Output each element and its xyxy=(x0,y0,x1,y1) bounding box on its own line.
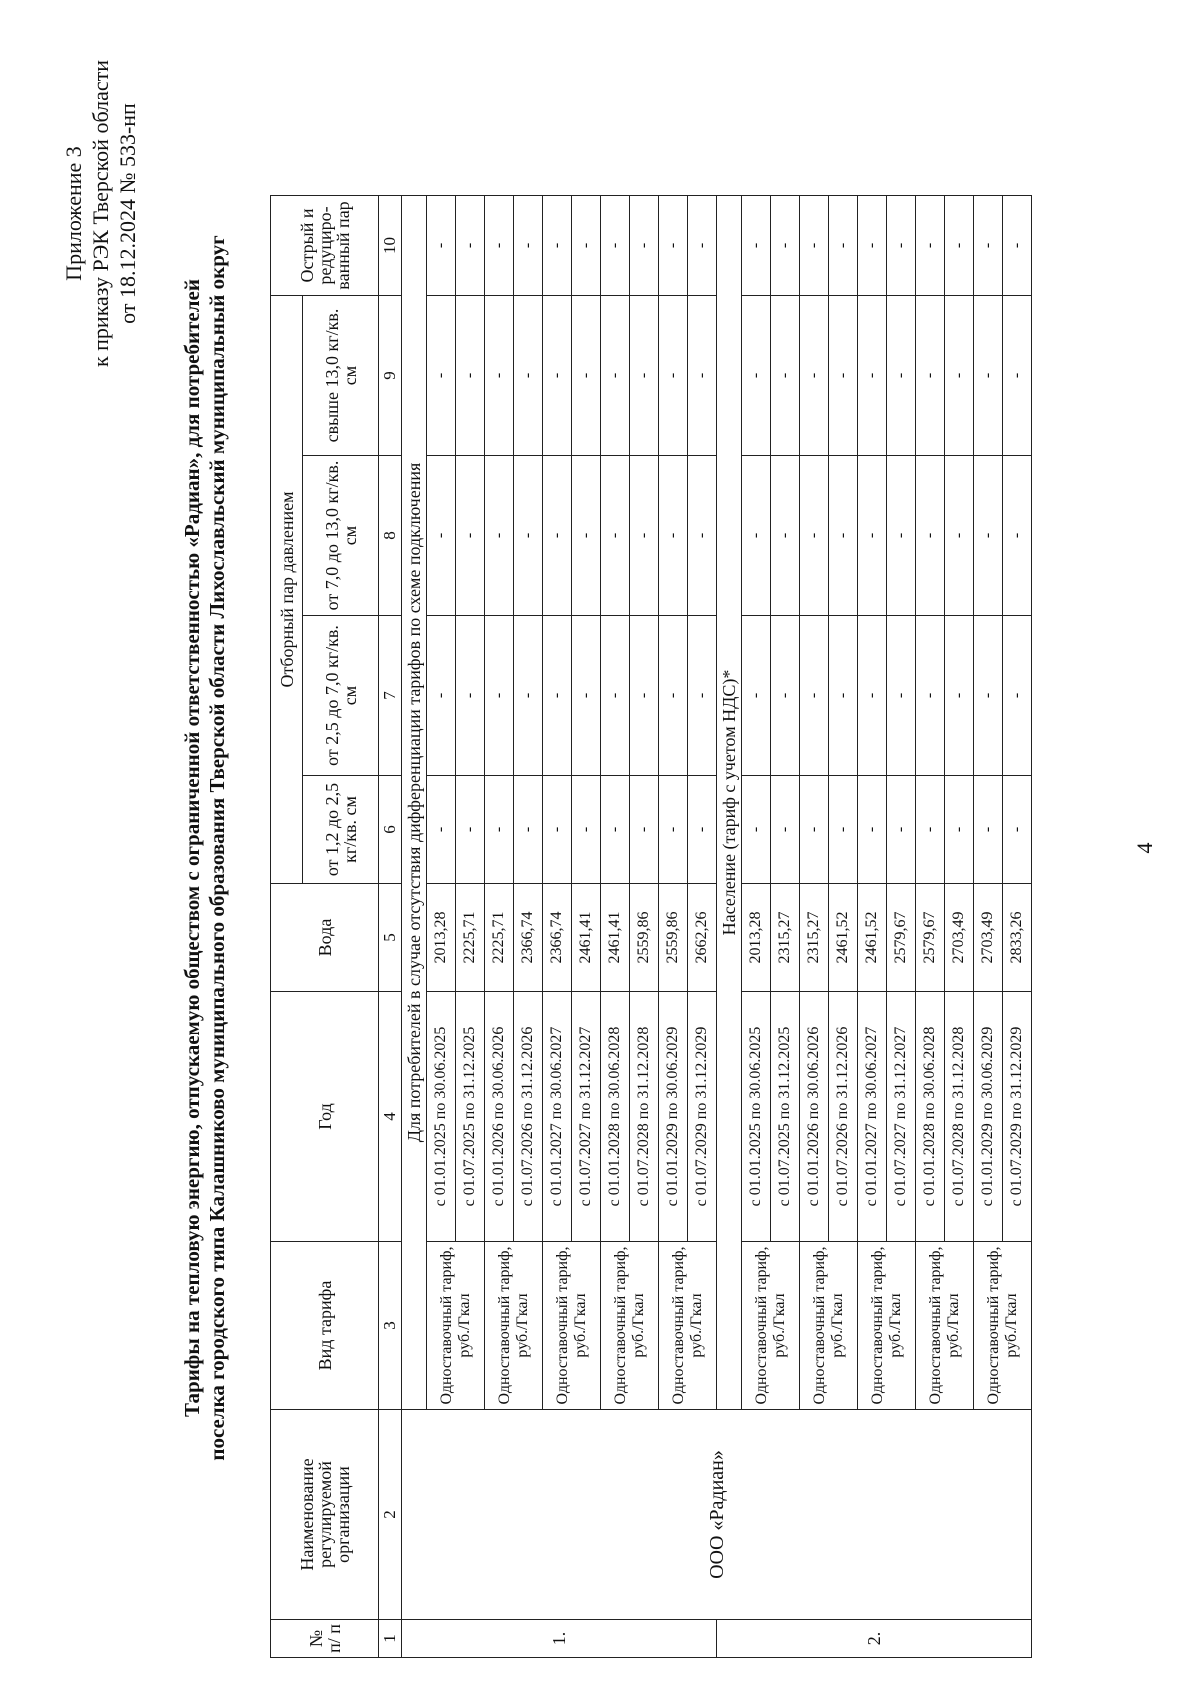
empty-tariff-cell: - xyxy=(572,296,601,456)
section-title: Для потребителей в случае отсутствия дифференциации тарифов по схеме подключения xyxy=(402,196,427,1410)
col-header-steam-group: Отборный пар давлением xyxy=(271,296,303,884)
col-header-no: № п/ п xyxy=(271,1620,379,1658)
col-header-steam-2: от 2,5 до 7,0 кг/кв. см xyxy=(303,616,379,776)
section-index: 2. xyxy=(717,1620,1032,1658)
period-cell: с 01.01.2025 по 30.06.2025 xyxy=(742,992,771,1242)
column-numbers-row xyxy=(379,196,402,1658)
empty-tariff-cell: - xyxy=(829,776,858,884)
water-tariff-cell: 2703,49 xyxy=(945,884,974,992)
water-tariff-cell: 2662,26 xyxy=(688,884,717,992)
column-number: 8 xyxy=(379,456,402,616)
tariff-kind: Одноставочный тариф, руб./Гкал xyxy=(601,1242,659,1410)
water-tariff-cell: 2225,71 xyxy=(456,884,485,992)
empty-tariff-cell: - xyxy=(427,196,456,296)
tariff-kind: Одноставочный тариф, руб./Гкал xyxy=(800,1242,858,1410)
empty-tariff-cell: - xyxy=(945,296,974,456)
empty-tariff-cell: - xyxy=(1003,296,1032,456)
empty-tariff-cell: - xyxy=(688,196,717,296)
water-tariff-cell: 2579,67 xyxy=(916,884,945,992)
water-tariff-cell: 2579,67 xyxy=(887,884,916,992)
empty-tariff-cell: - xyxy=(630,456,659,616)
empty-tariff-cell: - xyxy=(427,616,456,776)
empty-tariff-cell: - xyxy=(974,196,1003,296)
empty-tariff-cell: - xyxy=(427,456,456,616)
water-tariff-cell: 2366,74 xyxy=(514,884,543,992)
tariff-kind: Одноставочный тариф, руб./Гкал xyxy=(916,1242,974,1410)
section-index: 1. xyxy=(402,1620,717,1658)
empty-tariff-cell: - xyxy=(543,196,572,296)
column-number: 5 xyxy=(379,884,402,992)
empty-tariff-cell: - xyxy=(485,616,514,776)
empty-tariff-cell: - xyxy=(1003,196,1032,296)
empty-tariff-cell: - xyxy=(771,296,800,456)
column-number: 7 xyxy=(379,616,402,776)
empty-tariff-cell: - xyxy=(601,296,630,456)
period-cell: с 01.07.2025 по 31.12.2025 xyxy=(771,992,800,1242)
empty-tariff-cell: - xyxy=(742,616,771,776)
empty-tariff-cell: - xyxy=(456,776,485,884)
empty-tariff-cell: - xyxy=(858,196,887,296)
empty-tariff-cell: - xyxy=(829,296,858,456)
period-cell: с 01.07.2026 по 31.12.2026 xyxy=(829,992,858,1242)
empty-tariff-cell: - xyxy=(485,776,514,884)
empty-tariff-cell: - xyxy=(427,776,456,884)
period-cell: с 01.07.2026 по 31.12.2026 xyxy=(514,992,543,1242)
water-tariff-cell: 2366,74 xyxy=(543,884,572,992)
empty-tariff-cell: - xyxy=(887,456,916,616)
empty-tariff-cell: - xyxy=(974,776,1003,884)
empty-tariff-cell: - xyxy=(514,196,543,296)
empty-tariff-cell: - xyxy=(800,776,829,884)
period-cell: с 01.01.2028 по 30.06.2028 xyxy=(916,992,945,1242)
col-header-sharp-steam: Острый и редуциро-ванный пар xyxy=(271,196,379,296)
empty-tariff-cell: - xyxy=(456,196,485,296)
empty-tariff-cell: - xyxy=(974,456,1003,616)
column-number: 9 xyxy=(379,296,402,456)
water-tariff-cell: 2559,86 xyxy=(630,884,659,992)
empty-tariff-cell: - xyxy=(688,296,717,456)
empty-tariff-cell: - xyxy=(742,296,771,456)
empty-tariff-cell: - xyxy=(630,776,659,884)
empty-tariff-cell: - xyxy=(485,456,514,616)
empty-tariff-cell: - xyxy=(771,196,800,296)
empty-tariff-cell: - xyxy=(659,196,688,296)
column-number: 3 xyxy=(379,1242,402,1410)
empty-tariff-cell: - xyxy=(1003,456,1032,616)
period-cell: с 01.07.2027 по 31.12.2027 xyxy=(887,992,916,1242)
empty-tariff-cell: - xyxy=(742,456,771,616)
tariff-kind: Одноставочный тариф, руб./Гкал xyxy=(742,1242,800,1410)
empty-tariff-cell: - xyxy=(916,296,945,456)
empty-tariff-cell: - xyxy=(800,616,829,776)
empty-tariff-cell: - xyxy=(887,776,916,884)
period-cell: с 01.01.2026 по 30.06.2026 xyxy=(485,992,514,1242)
water-tariff-cell: 2461,41 xyxy=(572,884,601,992)
empty-tariff-cell: - xyxy=(456,296,485,456)
empty-tariff-cell: - xyxy=(688,616,717,776)
empty-tariff-cell: - xyxy=(945,196,974,296)
page-number: 4 xyxy=(1132,842,1157,854)
col-header-steam-1: от 1,2 до 2,5 кг/кв. см xyxy=(303,776,379,884)
empty-tariff-cell: - xyxy=(485,196,514,296)
empty-tariff-cell: - xyxy=(829,616,858,776)
empty-tariff-cell: - xyxy=(601,616,630,776)
empty-tariff-cell: - xyxy=(543,296,572,456)
empty-tariff-cell: - xyxy=(742,776,771,884)
period-cell: с 01.01.2026 по 30.06.2026 xyxy=(800,992,829,1242)
empty-tariff-cell: - xyxy=(858,456,887,616)
empty-tariff-cell: - xyxy=(887,296,916,456)
empty-tariff-cell: - xyxy=(858,616,887,776)
period-cell: с 01.01.2025 по 30.06.2025 xyxy=(427,992,456,1242)
empty-tariff-cell: - xyxy=(514,776,543,884)
empty-tariff-cell: - xyxy=(858,296,887,456)
heading-line-1: Тарифы на тепловую энергию, отпускаемую обществом с ограниченной ответственностью «Радиан», для потребителей xyxy=(180,279,204,1417)
col-header-year: Год xyxy=(271,992,379,1242)
col-header-org: Наименование регулируемой организации xyxy=(271,1410,379,1620)
col-header-kind: Вид тарифа xyxy=(271,1242,379,1410)
empty-tariff-cell: - xyxy=(1003,776,1032,884)
empty-tariff-cell: - xyxy=(800,196,829,296)
water-tariff-cell: 2461,52 xyxy=(858,884,887,992)
water-tariff-cell: 2461,41 xyxy=(601,884,630,992)
water-tariff-cell: 2013,28 xyxy=(427,884,456,992)
empty-tariff-cell: - xyxy=(427,296,456,456)
period-cell: с 01.07.2029 по 31.12.2029 xyxy=(688,992,717,1242)
empty-tariff-cell: - xyxy=(659,616,688,776)
col-header-steam-3: от 7,0 до 13,0 кг/кв. см xyxy=(303,456,379,616)
water-tariff-cell: 2225,71 xyxy=(485,884,514,992)
water-tariff-cell: 2315,27 xyxy=(800,884,829,992)
empty-tariff-cell: - xyxy=(800,456,829,616)
empty-tariff-cell: - xyxy=(771,776,800,884)
organization-name: ООО «Радиан» xyxy=(402,1410,1032,1620)
empty-tariff-cell: - xyxy=(456,456,485,616)
empty-tariff-cell: - xyxy=(829,196,858,296)
column-number: 2 xyxy=(379,1410,402,1620)
empty-tariff-cell: - xyxy=(945,776,974,884)
tariff-kind: Одноставочный тариф, руб./Гкал xyxy=(485,1242,543,1410)
tariff-table xyxy=(270,195,1032,1658)
period-cell: с 01.01.2027 по 30.06.2027 xyxy=(543,992,572,1242)
period-cell: с 01.07.2027 по 31.12.2027 xyxy=(572,992,601,1242)
empty-tariff-cell: - xyxy=(630,616,659,776)
period-cell: с 01.01.2029 по 30.06.2029 xyxy=(659,992,688,1242)
appendix-line-1: Приложение 3 xyxy=(61,146,86,281)
empty-tariff-cell: - xyxy=(601,456,630,616)
empty-tariff-cell: - xyxy=(485,296,514,456)
appendix-line-2: к приказу РЭК Тверской области xyxy=(88,60,113,368)
tariff-kind: Одноставочный тариф, руб./Гкал xyxy=(543,1242,601,1410)
empty-tariff-cell: - xyxy=(916,196,945,296)
empty-tariff-cell: - xyxy=(858,776,887,884)
empty-tariff-cell: - xyxy=(601,776,630,884)
appendix-block xyxy=(60,60,141,367)
empty-tariff-cell: - xyxy=(945,616,974,776)
period-cell: с 01.07.2025 по 31.12.2025 xyxy=(456,992,485,1242)
tariff-kind: Одноставочный тариф, руб./Гкал xyxy=(659,1242,717,1410)
period-cell: с 01.01.2029 по 30.06.2029 xyxy=(974,992,1003,1242)
empty-tariff-cell: - xyxy=(514,296,543,456)
water-tariff-cell: 2703,49 xyxy=(974,884,1003,992)
appendix-line-3: от 18.12.2024 № 533-нп xyxy=(115,103,140,324)
col-header-steam-4: свыше 13,0 кг/кв. см xyxy=(303,296,379,456)
empty-tariff-cell: - xyxy=(771,616,800,776)
column-number: 4 xyxy=(379,992,402,1242)
column-number: 1 xyxy=(379,1620,402,1658)
empty-tariff-cell: - xyxy=(829,456,858,616)
empty-tariff-cell: - xyxy=(572,616,601,776)
water-tariff-cell: 2013,28 xyxy=(742,884,771,992)
empty-tariff-cell: - xyxy=(887,616,916,776)
period-cell: с 01.07.2028 по 31.12.2028 xyxy=(630,992,659,1242)
empty-tariff-cell: - xyxy=(688,776,717,884)
period-cell: с 01.01.2028 по 30.06.2028 xyxy=(601,992,630,1242)
period-cell: с 01.01.2027 по 30.06.2027 xyxy=(858,992,887,1242)
water-tariff-cell: 2315,27 xyxy=(771,884,800,992)
empty-tariff-cell: - xyxy=(514,616,543,776)
empty-tariff-cell: - xyxy=(916,776,945,884)
tariff-kind: Одноставочный тариф, руб./Гкал xyxy=(858,1242,916,1410)
empty-tariff-cell: - xyxy=(659,776,688,884)
water-tariff-cell: 2559,86 xyxy=(659,884,688,992)
water-tariff-cell: 2461,52 xyxy=(829,884,858,992)
empty-tariff-cell: - xyxy=(543,456,572,616)
column-number: 6 xyxy=(379,776,402,884)
empty-tariff-cell: - xyxy=(659,296,688,456)
section-title-row xyxy=(402,196,427,1658)
empty-tariff-cell: - xyxy=(601,196,630,296)
period-cell: с 01.07.2029 по 31.12.2029 xyxy=(1003,992,1032,1242)
col-header-water: Вода xyxy=(271,884,379,992)
empty-tariff-cell: - xyxy=(945,456,974,616)
empty-tariff-cell: - xyxy=(688,456,717,616)
column-number: 10 xyxy=(379,196,402,296)
empty-tariff-cell: - xyxy=(630,296,659,456)
period-cell: с 01.07.2028 по 31.12.2028 xyxy=(945,992,974,1242)
empty-tariff-cell: - xyxy=(974,296,1003,456)
heading-line-2: поселка городского типа Калашниково муниципального образования Тверской области Лихославльский муниципальный округ xyxy=(205,235,229,1461)
empty-tariff-cell: - xyxy=(974,616,1003,776)
empty-tariff-cell: - xyxy=(771,456,800,616)
section-title: Население (тариф с учетом НДС)* xyxy=(717,196,742,1410)
empty-tariff-cell: - xyxy=(916,456,945,616)
empty-tariff-cell: - xyxy=(572,196,601,296)
tariff-kind: Одноставочный тариф, руб./Гкал xyxy=(974,1242,1032,1410)
tariff-kind: Одноставочный тариф, руб./Гкал xyxy=(427,1242,485,1410)
document-heading xyxy=(180,40,230,1656)
empty-tariff-cell: - xyxy=(742,196,771,296)
empty-tariff-cell: - xyxy=(543,776,572,884)
empty-tariff-cell: - xyxy=(916,616,945,776)
water-tariff-cell: 2833,26 xyxy=(1003,884,1032,992)
empty-tariff-cell: - xyxy=(514,456,543,616)
empty-tariff-cell: - xyxy=(800,296,829,456)
empty-tariff-cell: - xyxy=(572,456,601,616)
empty-tariff-cell: - xyxy=(630,196,659,296)
empty-tariff-cell: - xyxy=(1003,616,1032,776)
empty-tariff-cell: - xyxy=(543,616,572,776)
empty-tariff-cell: - xyxy=(659,456,688,616)
empty-tariff-cell: - xyxy=(572,776,601,884)
empty-tariff-cell: - xyxy=(456,616,485,776)
empty-tariff-cell: - xyxy=(887,196,916,296)
